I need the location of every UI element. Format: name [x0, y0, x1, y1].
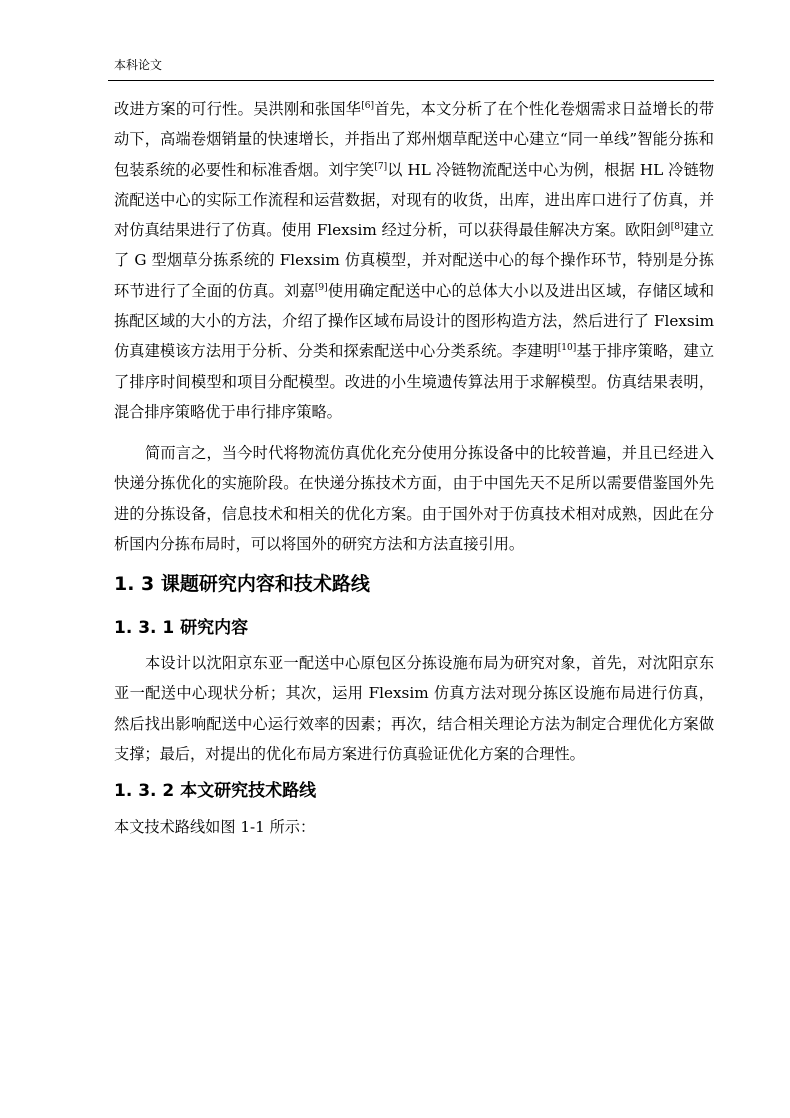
subsection-heading-technical-route: 1. 3. 2 本文研究技术路线	[114, 781, 317, 801]
text-segment: 建立了 G 型烟草分拣系统的 Flexsim 仿真模型，并对配送中心的每个操作环节，特别是分拣环节进行了全面的仿真。刘嘉	[114, 221, 714, 300]
text-segment: 基于排序策略，建立了排序时间模型和项目分配模型。改进的小生境遗传算法用于求解模型。仿真结果表明，混合排序策略优于串行排序策略。	[114, 342, 715, 421]
paragraph-literature-review	[114, 94, 714, 427]
text-segment: 使用确定配送中心的总体大小以及进出区域，存储区域和拣配区域的大小的方法，介绍了操作区域布局设计的图形构造方法，然后进行了 Flexsim 仿真建模该方法用于分析、分类和探索配送中心分类系统。李建明	[114, 281, 715, 361]
citation-9: [9]	[314, 282, 328, 293]
paragraph-research-content: 本设计以沈阳京东亚一配送中心原包区分拣设施布局为研究对象，首先，对沈阳京东亚一配送中心现状分析；其次，运用 Flexsim 仿真方法对现分拣区设施布局进行仿真，然后找出影响配送中心运行效率的因素；再次，结合相关理论方法为制定合理优化方案做支撑；最后，对提出的优化布局方案进行仿真验证优化方案的合理性。	[114, 654, 714, 763]
citation-8: [8]	[670, 222, 684, 233]
paragraph-technical-route: 本文技术路线如图 1-1 所示：	[114, 818, 316, 836]
running-header: 本科论文	[114, 58, 163, 72]
header-rule	[108, 80, 714, 81]
section-heading: 1. 3 课题研究内容和技术路线	[114, 573, 370, 595]
text-segment: 以 HL 冷链物流配送中心为例，根据 HL 冷链物流配送中心的实际工作流程和运营数据，对现有的收货，出库，进出库口进行了仿真，并对仿真结果进行了仿真。使用 Flexsim 经过分析，可以获得最佳解决方案。欧阳剑	[114, 160, 715, 240]
citation-6: [6]	[361, 101, 375, 111]
text-segment: 改进方案的可行性。吴洪刚和张国华	[114, 100, 362, 118]
text-segment: 首先，本文分析了在个性化卷烟需求日益增长的带动下，高端卷烟销量的快速增长，并指出了郑州烟草配送中心建立“同一单线”智能分拣和包装系统的必要性和标准香烟。刘宇笑	[114, 100, 715, 179]
subsection-heading-research-content: 1. 3. 1 研究内容	[114, 618, 249, 638]
paragraph-summary: 简而言之，当今时代将物流仿真优化充分使用分拣设备中的比较普遍，并且已经进入快递分拣优化的实施阶段。在快递分拣技术方面，由于中国先天不足所以需要借鉴国外先进的分拣设备，信息技术和相关的优化方案。由于国外对于仿真技术相对成熟，因此在分析国内分拣布局时，可以将国外的研究方法和方法直接引用。	[114, 444, 714, 553]
citation-7: [7]	[374, 161, 388, 172]
citation-10: [10]	[557, 343, 577, 354]
